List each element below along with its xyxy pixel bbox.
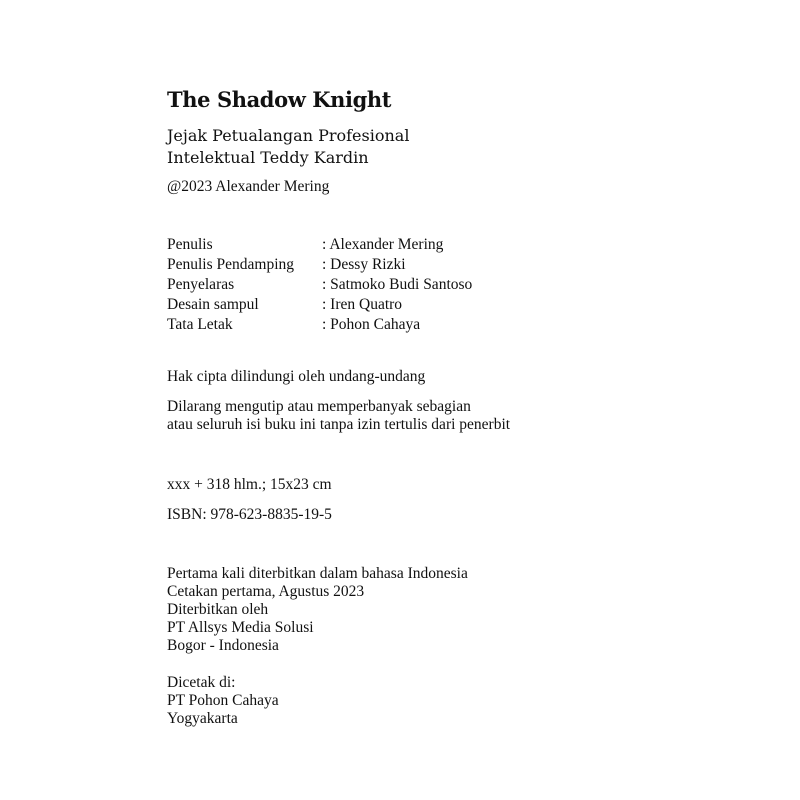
credit-value: : Pohon Cahaya [322,316,421,333]
publication-info [167,565,468,655]
printing-line: PT Pohon Cahaya [167,692,279,709]
spec-pages: xxx + 318 hlm.; 15x23 cm [167,476,332,493]
copyright-notice: @2023 Alexander Mering [167,178,330,195]
credit-value: : Dessy Rizki [322,256,406,273]
publication-line: PT Allsys Media Solusi [167,619,314,636]
publication-line: Bogor - Indonesia [167,637,279,654]
notice-line: Dilarang mengutip atau memperbanyak sebagian [167,398,471,415]
credit-role: Desain sampul [167,296,259,313]
notice-line: atau seluruh isi buku ini tanpa izin tertulis dari penerbit [167,416,511,433]
printing-info [167,674,279,728]
credit-row-editor [167,275,472,295]
credit-role: Tata Letak [167,316,233,333]
credits-list [167,235,472,335]
credit-row-author [167,235,472,255]
rights-statement [167,368,425,386]
credit-role: Penulis [167,236,213,253]
subtitle-line: Intelektual Teddy Kardin [167,148,369,167]
credit-row-co-author [167,255,472,275]
publication-line: Cetakan pertama, Agustus 2023 [167,583,365,600]
rights-line: Hak cipta dilindungi oleh undang-undang [167,368,426,385]
isbn: ISBN: 978-623-8835-19-5 [167,506,332,523]
credit-value: : Alexander Mering [322,236,444,253]
book-title: The Shadow Knight [167,87,392,112]
printing-line: Yogyakarta [167,710,238,727]
credit-role: Penyelaras [167,276,235,293]
credit-value: : Iren Quatro [322,296,403,313]
rights-notice [167,398,510,434]
credit-value: : Satmoko Budi Santoso [322,276,473,293]
credit-row-layout [167,315,472,335]
publication-line: Pertama kali diterbitkan dalam bahasa Indonesia [167,565,468,582]
printing-line: Dicetak di: [167,674,236,691]
subtitle-line: Jejak Petualangan Profesional [167,126,410,145]
publication-line: Diterbitkan oleh [167,601,269,618]
credit-role: Penulis Pendamping [167,256,295,273]
page-count-and-size [167,476,332,494]
book-subtitle [167,125,409,169]
credit-row-cover-design [167,295,472,315]
isbn-block [167,506,332,524]
